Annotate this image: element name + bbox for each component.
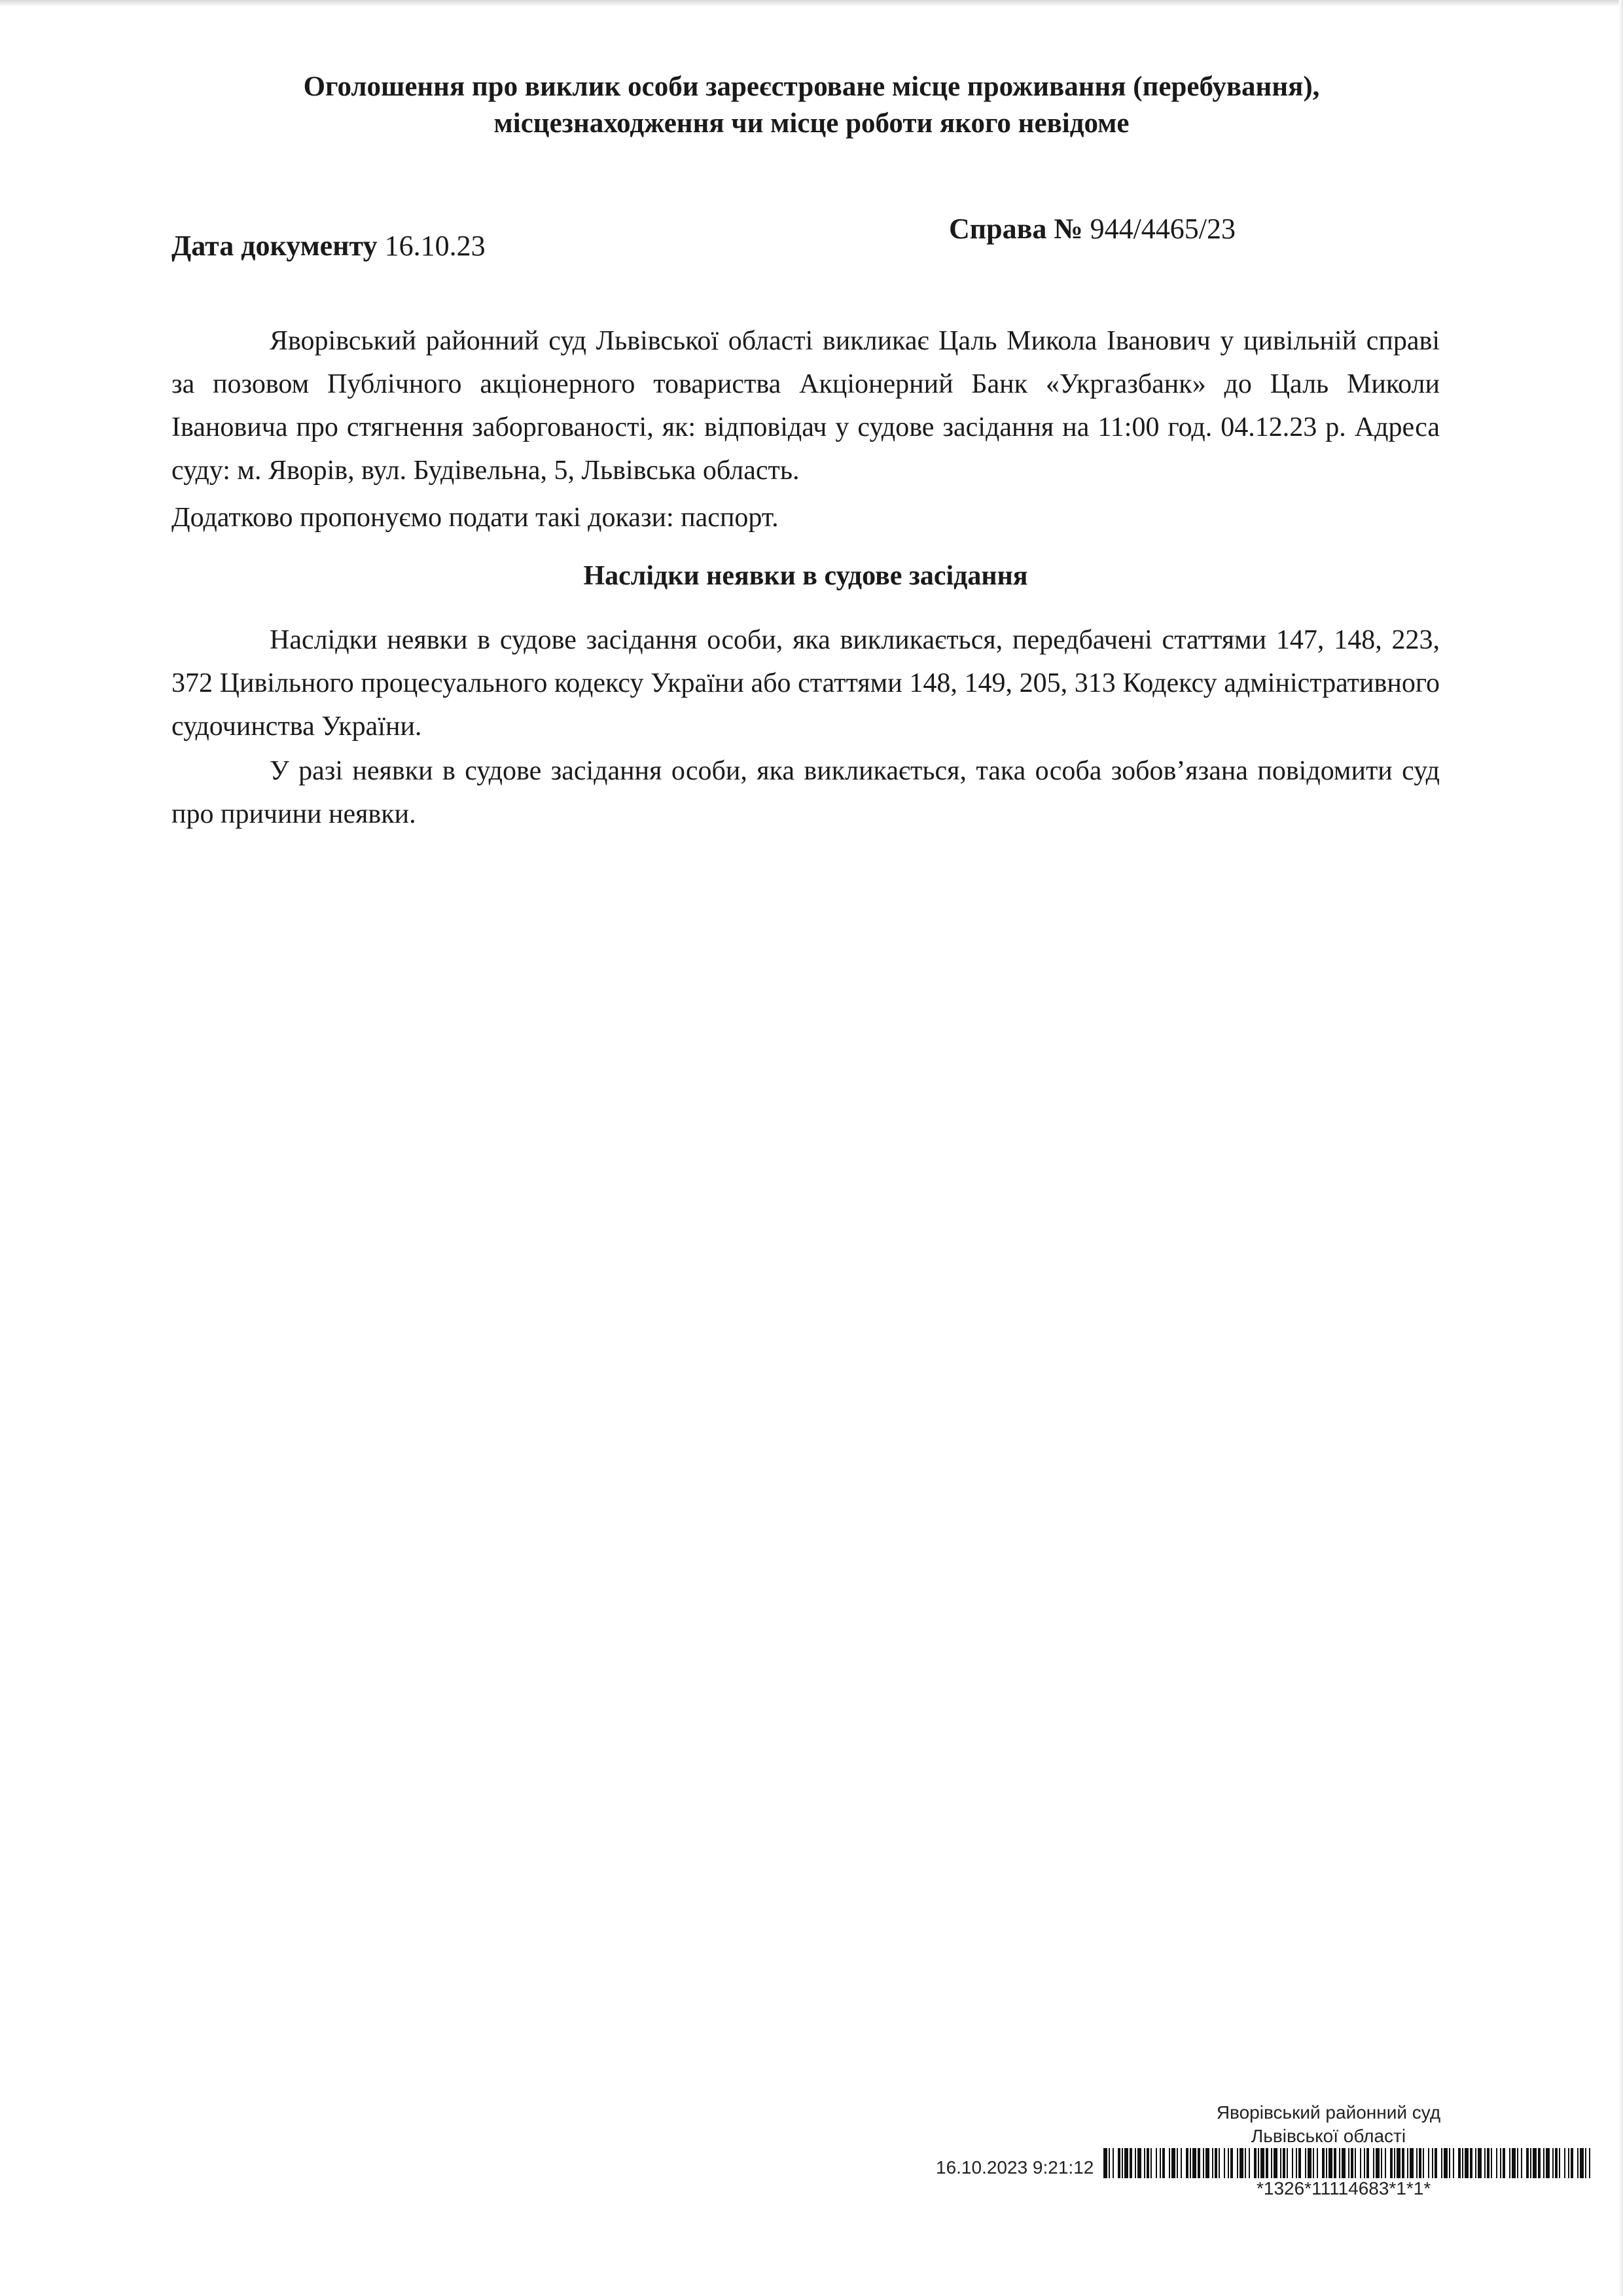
barcode-text: *1326*11114683*1*1* [1257,2178,1431,2198]
title-line-1: Оголошення про виклик особи зареєстроване місце проживання (перебування), [303,71,1320,102]
case-number [949,211,1236,247]
summons-text: Яворівський районний суд Львівської області викликає Цаль Микола Іванович у цивільній справі за позовом Публічного акціонерного товариства Акціонерний Банк «Укргазбанк» до Цаль Миколи Івановича про стягнення заборгованості, як: відповідач у судове засідання на 11:00 год. 04.12.23 р. Адреса суду: м. Яворів, вул. Будівельна, 5, Львівська область. [171,326,1440,486]
evidence-paragraph [171,496,1440,539]
scan-edge-right [1619,0,1623,2296]
court-registration-stamp [1178,2101,1479,2148]
evidence-text: Додатково пропонуємо подати такі докази: паспорт. [171,503,779,533]
date-value: 16.10.23 [384,230,486,262]
notification-text: У разі неявки в судове засідання особи, яка викликається, така особа зобов’язана повідомити суд про причини неявки. [171,756,1440,829]
case-value: 944/4465/23 [1090,213,1236,245]
document-title [236,69,1387,142]
registration-datetime: 16.10.2023 9:21:12 [936,2157,1094,2178]
case-label: Справа № [949,213,1083,245]
stamp-court-region: Львівської області [1251,2126,1406,2146]
stamp-court-name: Яворівський районний суд [1216,2102,1441,2123]
consequences-text: Наслідки неявки в судове засідання особи, яка викликається, передбачені статтями 147, 148, 223, 372 Цивільного процесуального кодексу України або статтями 148, 149, 205, 313 Кодексу адміністративного судочинства України. [171,625,1440,742]
consequences-paragraph [171,619,1440,748]
notification-paragraph [171,749,1440,836]
title-line-2: місцезнаходження чи місце роботи якого невідоме [493,108,1130,139]
document-date [171,228,486,264]
consequences-heading: Наслідки неявки в судове засідання [583,561,1028,591]
date-label: Дата документу [171,230,378,262]
registration-barcode [1103,2148,1594,2178]
summons-paragraph [171,319,1440,492]
scan-edge-top [0,0,1623,7]
